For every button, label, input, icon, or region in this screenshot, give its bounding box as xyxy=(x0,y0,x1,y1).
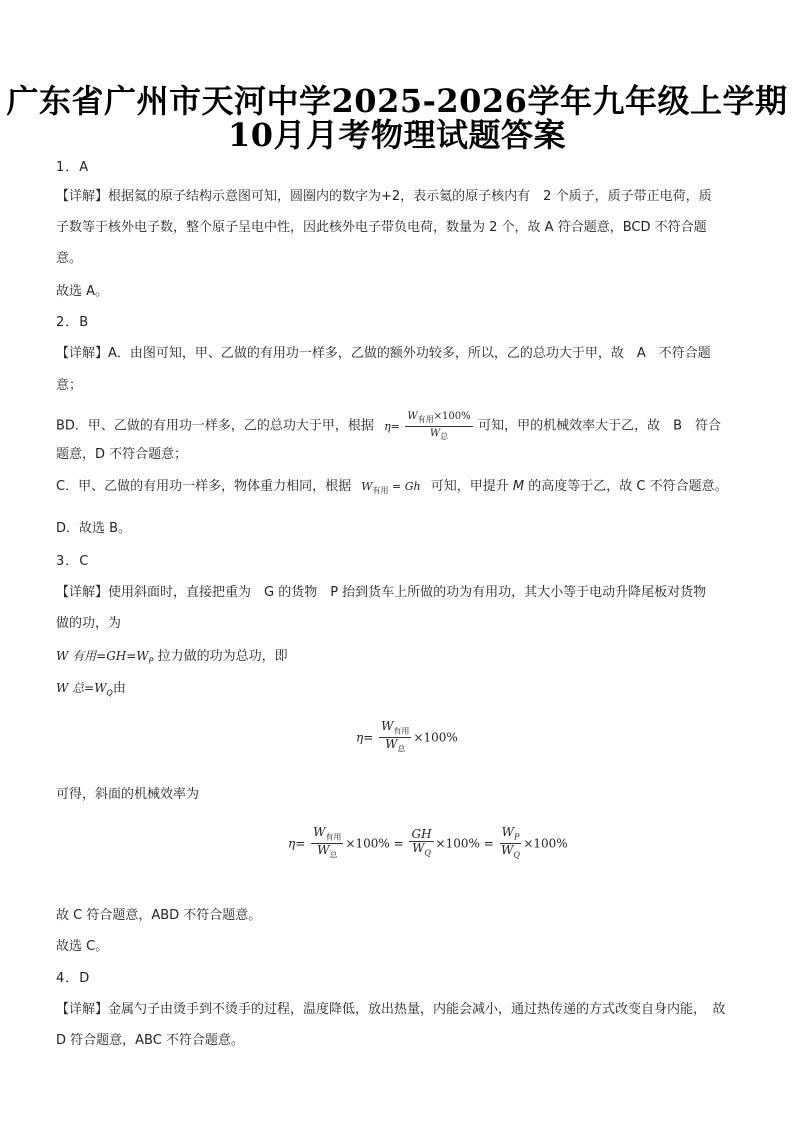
useful-sub-2: 有用 xyxy=(372,486,389,496)
eq1-w-bot: W xyxy=(385,737,398,752)
w-symbol: W xyxy=(361,480,373,493)
wtotal-eq: W 总=W xyxy=(56,681,107,695)
eq2-w1: W xyxy=(313,825,326,839)
document-title-line1: 广东省广州市天河中学2025-2026学年九年级上学期 xyxy=(6,82,788,120)
eq2-useful: 有用 xyxy=(325,832,342,842)
q2-bd-pre: BD．甲、乙做的有用功一样多，乙的总功大于甲，根据 xyxy=(56,418,374,434)
eq2-eta: η= xyxy=(288,836,306,851)
eq2-w5: W xyxy=(501,843,514,858)
q3-number: 3．C xyxy=(56,554,90,569)
q3-detail-line2: 做的功，为 xyxy=(56,616,122,631)
q3-can: 可得，斜面的机械效率为 xyxy=(56,787,200,802)
q2-final: D．故选 B。 xyxy=(56,521,132,536)
q3-conclusion2: 故选 C。 xyxy=(56,939,109,954)
eq2-p: P xyxy=(513,832,520,842)
q2-a-line2: 意； xyxy=(56,378,83,393)
document-title-line2: 10月月考物理试题答案 xyxy=(227,116,567,154)
p-sub: P xyxy=(148,656,154,666)
q4-number: 4．D xyxy=(56,971,91,986)
q2-bd-line xyxy=(56,410,750,443)
q1-detail-line1: 【详解】根据氦的原子结构示意图可知，圆圈内的数字为+2，表示氦的原子核内有 2 个质子，质子带正电荷，质 xyxy=(56,189,712,204)
q4-detail-line2: D 符合题意，ABC 不符合题意。 xyxy=(56,1033,244,1048)
q3-conclusion1: 故 C 符合题意，ABD 不符合题意。 xyxy=(56,908,262,923)
work-formula-inline xyxy=(361,480,421,496)
eq2-w2: W xyxy=(317,843,330,858)
eq2-gh: GH xyxy=(411,827,432,842)
q1-number: 1．A xyxy=(56,160,90,175)
eq2-total: 总 xyxy=(329,850,338,860)
eq2-w3: W xyxy=(412,841,425,856)
eq1-pct: ×100% xyxy=(413,730,458,745)
eq2-pct3: ×100% xyxy=(523,836,568,851)
m-symbol: M xyxy=(512,479,525,494)
eta-symbol: η= xyxy=(384,419,400,433)
eq2-pct1: ×100% xyxy=(345,836,390,851)
q3-detail-line1: 【详解】使用斜面时，直接把重为 G 的货物 P 抬到货车上所做的功为有用功，其大小等于电动升降尾板对货物 xyxy=(56,585,707,600)
w-useful: W xyxy=(407,411,418,422)
gh-term: = Gh xyxy=(392,480,421,493)
q2-c-pre: C．甲、乙做的有用功一样多，物体重力相同，根据 xyxy=(56,479,352,494)
q2-number: 2．B xyxy=(56,315,90,330)
q1-detail-line2: 子数等于核外电子数，整个原子呈电中性，因此核外电子带负电荷，数量为 2 个，故 A 符合题意，BCD 不符合题 xyxy=(56,220,707,235)
q3-detail-line3 xyxy=(56,648,750,670)
q2-bd-line2: 题意，D 不符合题意； xyxy=(56,447,188,462)
useful-sub: 有用 xyxy=(417,415,434,424)
eq1-useful: 有用 xyxy=(393,726,410,736)
pct: ×100% xyxy=(433,411,471,422)
q4-detail-line1: 【详解】金属勺子由烫手到不烫手的过程，温度降低，放出热量，内能会减小，通过热传递的方式改变自身内能， 故 xyxy=(56,1002,726,1017)
q2-c-post: 可知，甲提升 xyxy=(430,479,509,494)
q-sub: Q xyxy=(106,688,113,698)
w-total: W xyxy=(429,428,441,439)
efficiency-equation xyxy=(356,720,458,756)
q3-detail-line4 xyxy=(56,680,750,702)
q2-c-post2: 的高度等于乙，故 C 不符合题意。 xyxy=(528,479,728,494)
eq2-q2: Q xyxy=(513,850,520,860)
q2-bd-post: 可知，甲的机械效率大于乙，故 B 符合 xyxy=(478,418,722,434)
q1-detail-line3: 意。 xyxy=(56,251,83,266)
efficiency-formula-inline xyxy=(384,411,478,441)
eq2-w4: W xyxy=(501,825,514,839)
eq1-total: 总 xyxy=(397,744,406,754)
eq2-q1: Q xyxy=(424,848,431,858)
eq1-w-top: W xyxy=(381,719,394,733)
wuseful-eq: W 有用=GH=W xyxy=(56,649,149,663)
q2-c-line xyxy=(56,479,750,499)
q3-detail-line4-text: 由 xyxy=(112,681,126,696)
q3-detail-line3-text: 拉力做的功为总功，即 xyxy=(153,649,288,664)
eq2-pct2: ×100% xyxy=(435,836,480,851)
q1-conclusion: 故选 A。 xyxy=(56,284,109,299)
slope-efficiency-equation: η= $\frac{W_{有用}}{W_总}$ ×100% = $\frac{GH}{W_Q}$ ×100% = $\frac{W_P}{W_Q}$ ×100% xyxy=(288,825,568,860)
q2-a-line1: 【详解】A．由图可知，甲、乙做的有用功一样多，乙做的额外功较多，所以，乙的总功大于甲，故 A 不符合题 xyxy=(56,346,711,361)
total-sub: 总 xyxy=(440,432,449,441)
eq1-eta: η= xyxy=(356,730,374,745)
